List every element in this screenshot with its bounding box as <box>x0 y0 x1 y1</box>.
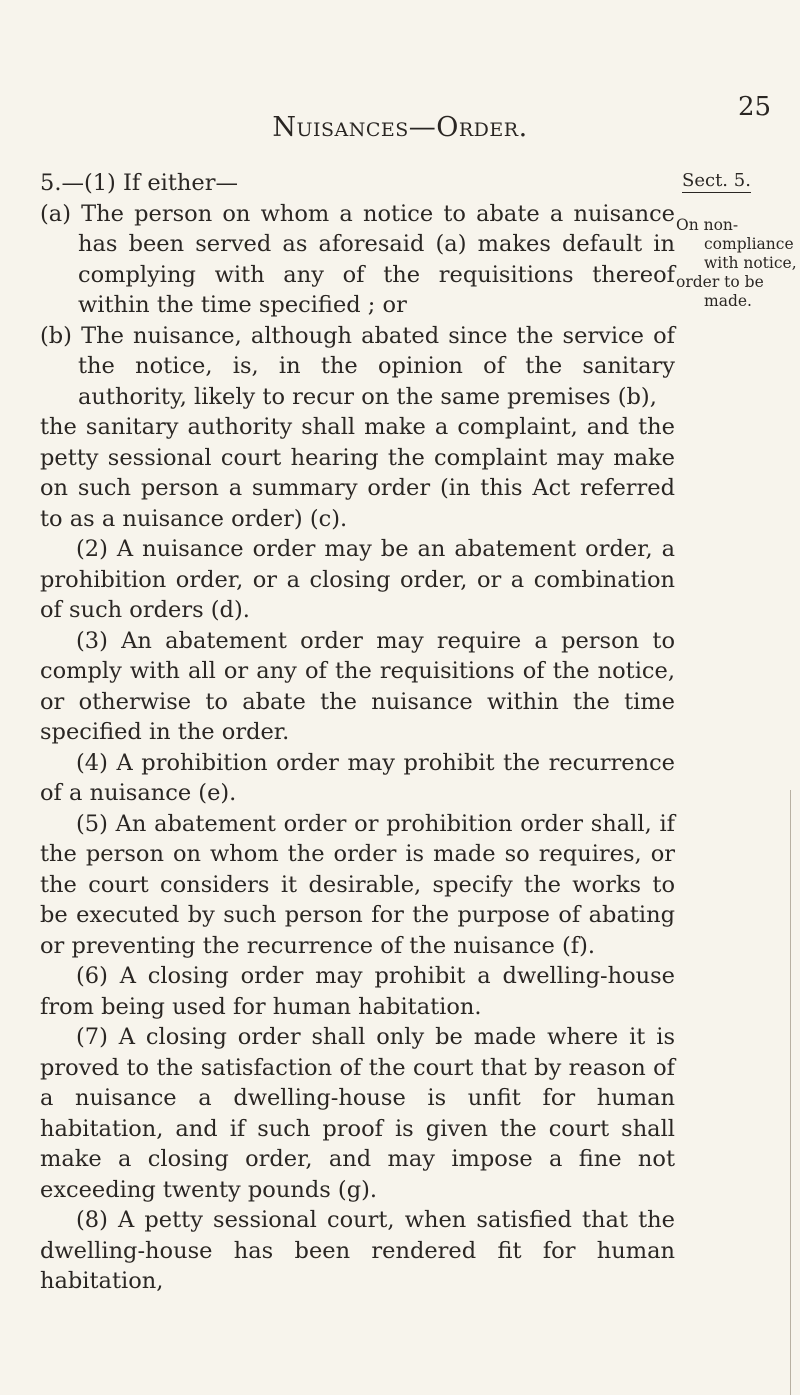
section-body <box>40 168 675 1297</box>
subsection-5: (5) An abatement order or prohibition order shall, if the person on whom the order is made so requires, or the court considers it desirable, specify the works to be executed by such person for the purpose of abating or preventing the recurrence of the nuisance (f). <box>40 810 675 959</box>
subsection-4: (4) A prohibition order may prohibit the recurrence of a nuisance (e). <box>40 749 675 806</box>
marginal-note-line: compliance <box>704 235 794 253</box>
subsection-2: (2) A nuisance order may be an abatement order, a prohibition order, or a closing order, or a combination of such orders (d). <box>40 536 675 623</box>
section-reference: Sect. 5. <box>682 170 751 191</box>
subsection-7: (7) A closing order shall only be made where it is proved to the satisfaction of the court that by reason of a nuisance a dwelling-house is unfit for human habitation, and if such proof is given the court shall make a closing order, and may impose a fine not exceeding twenty pounds (g). <box>40 1024 675 1203</box>
clause-b: (b) The nuisance, although abated since the service of the notice, is, in the opinion of the sanitary authority, likely to recur on the same premises (b), <box>40 322 675 410</box>
page-edge-line <box>790 790 791 1395</box>
page-number: 25 <box>738 92 772 122</box>
marginal-note <box>676 216 797 311</box>
marginal-note-line: made. <box>704 292 752 310</box>
subsection-intro: 5.—(1) If either— <box>40 170 238 196</box>
subsection-1-conclusion: the sanitary authority shall make a complaint, and the petty sessional court hearing the complaint may make on such person a summary order (in this Act referred to as a nuisance order) (c). <box>40 414 675 532</box>
marginal-note-line: with notice, <box>704 254 797 272</box>
clause-a: (a) The person on whom a notice to abate a nuisance has been served as aforesaid (a) makes default in complying with any of the requisitions thereof within the time specified ; or <box>40 200 675 318</box>
marginal-note-line: On non- <box>676 216 739 234</box>
running-title: Nuisances—Order. <box>272 112 528 143</box>
subsection-6: (6) A closing order may prohibit a dwelling-house from being used for human habitation. <box>40 963 675 1020</box>
marginal-note-line: order to be <box>676 273 764 291</box>
subsection-8: (8) A petty sessional court, when satisfied that the dwelling-house has been rendered fit for human habitation, <box>40 1207 675 1294</box>
subsection-3: (3) An abatement order may require a person to comply with all or any of the requisitions of the notice, or otherwise to abate the nuisance within the time specified in the order. <box>40 627 675 745</box>
